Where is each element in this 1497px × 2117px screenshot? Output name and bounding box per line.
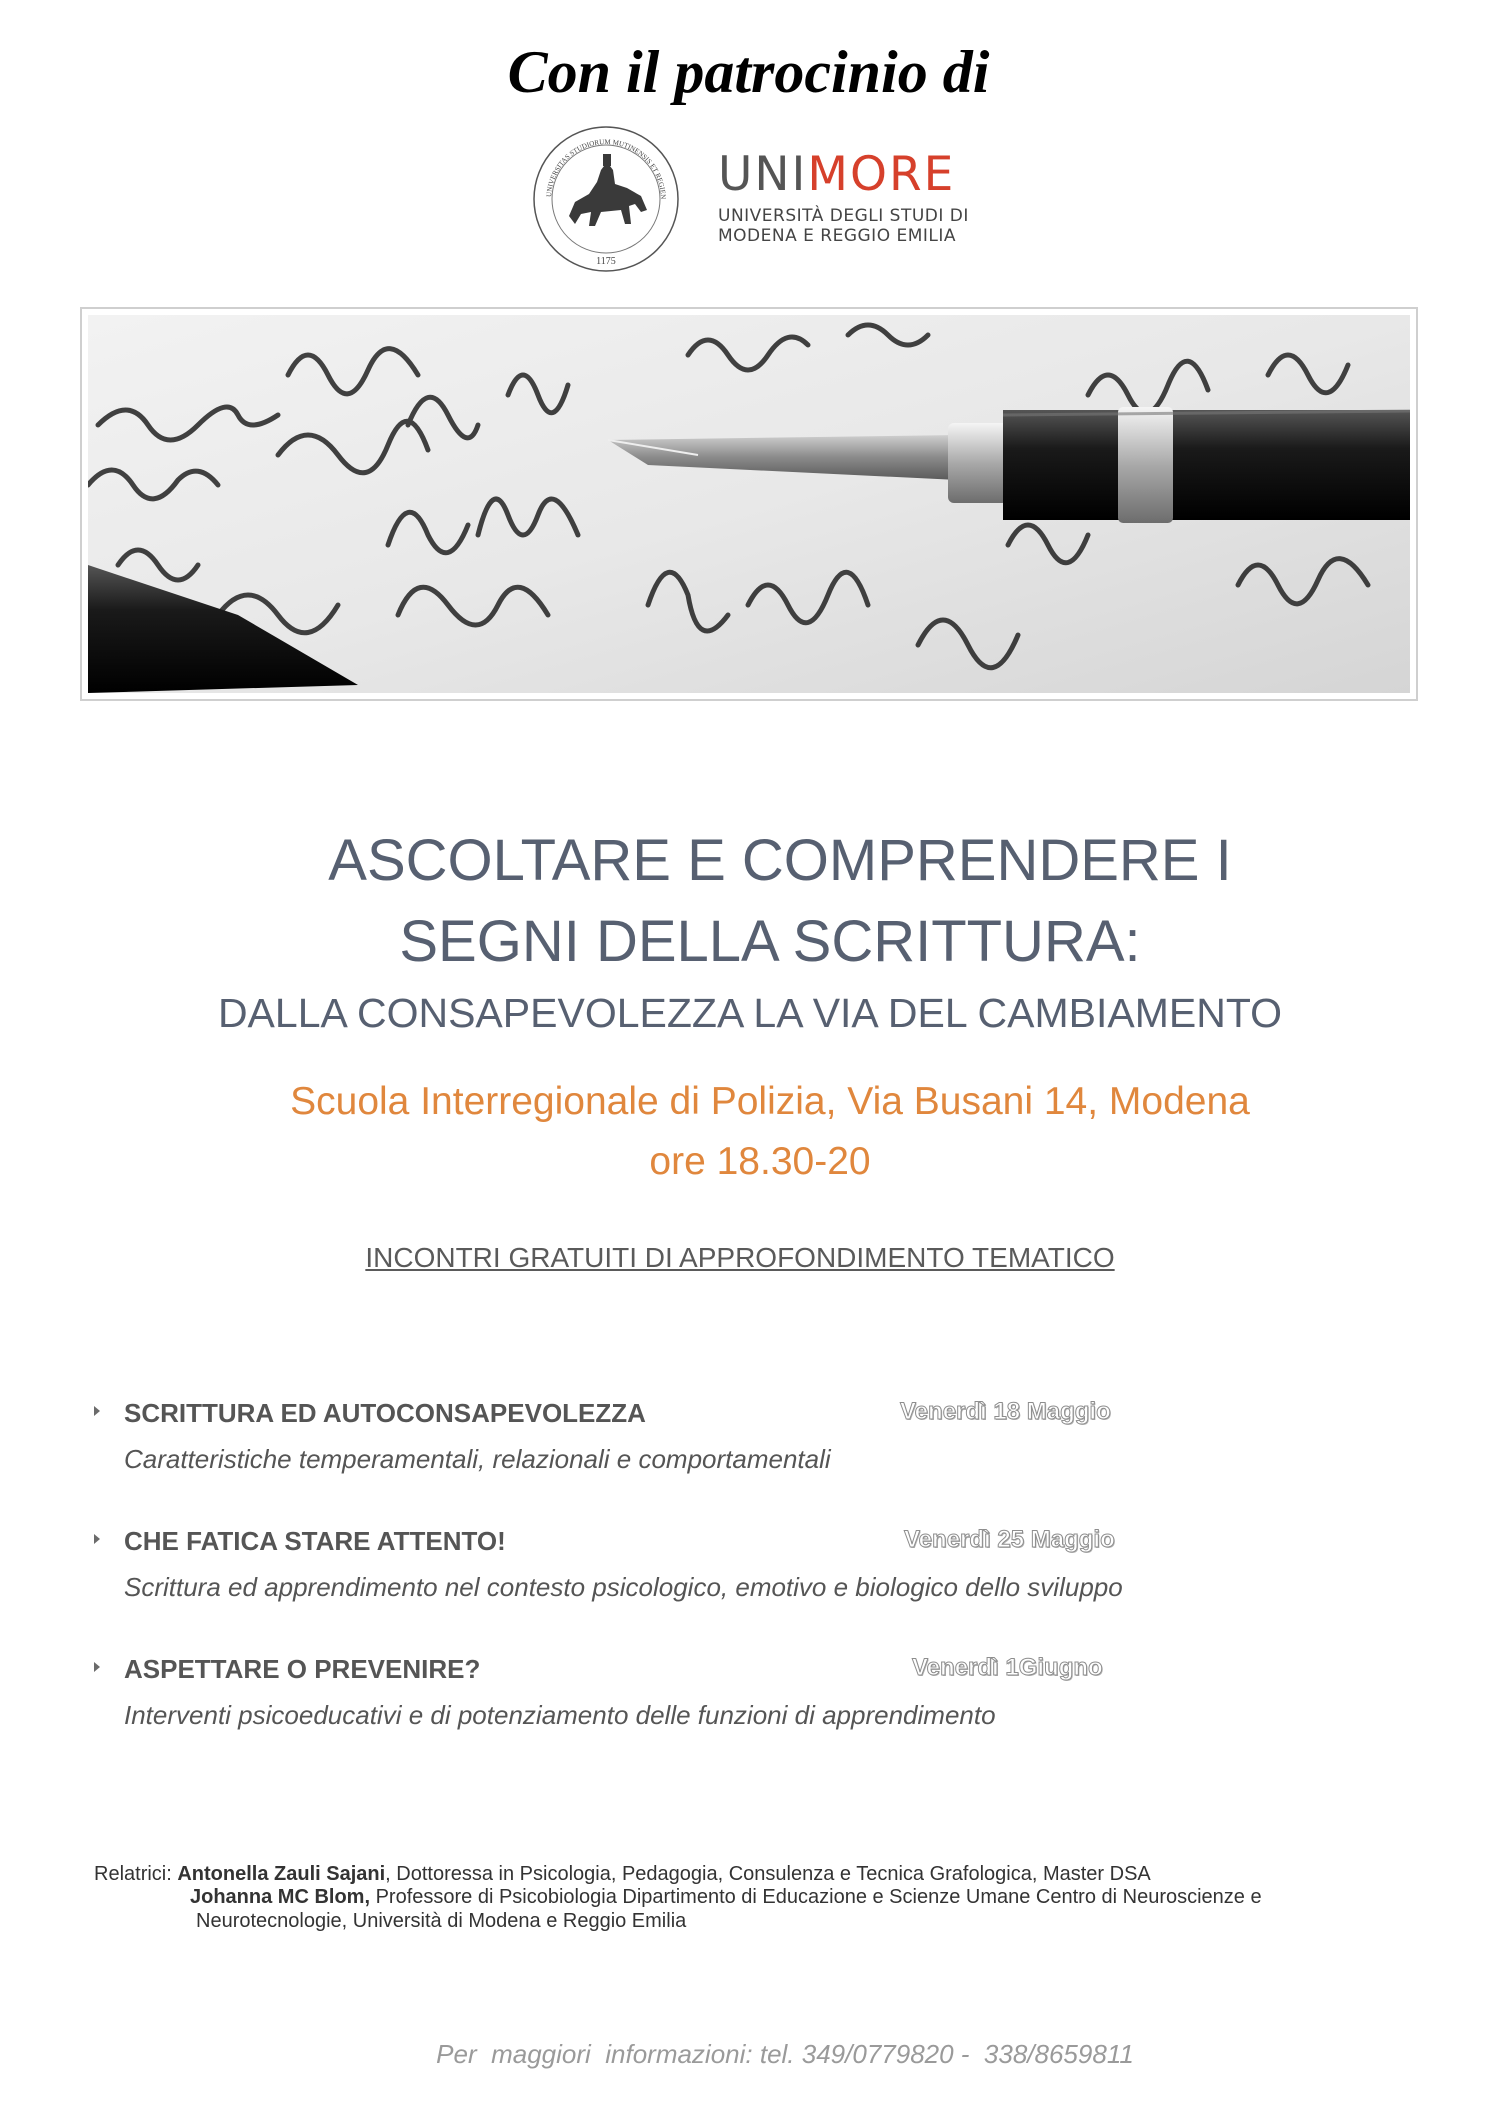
bullet-icon [94,1534,100,1544]
speakers-line3: Neurotecnologie, Università di Modena e Reggio Emilia [196,1910,687,1932]
event-title: CHE FATICA STARE ATTENTO! [124,1526,506,1556]
pen-handwriting-photo [80,307,1418,701]
svg-text:1175: 1175 [596,256,616,267]
main-title-line1: ASCOLTARE E COMPRENDERE I [328,828,1232,893]
section-heading: INCONTRI GRATUITI DI APPROFONDIMENTO TEMATICO [365,1242,1115,1273]
university-seal-icon [531,124,681,274]
event-item [88,1654,1388,1734]
event-date: Venerdì 1Giugno [912,1654,1103,1681]
event-description: Interventi psicoeducativi e di potenziamento delle funzioni di apprendimento [124,1700,996,1730]
event-item [88,1398,1388,1478]
event-hours: ore 18.30-20 [649,1140,871,1183]
speaker2-role: Professore di Psicobiologia Dipartimento di Educazione e Scienze Umane Centro di Neuroscienze e [370,1886,1262,1908]
patronage-heading: Con il patrocinio di [507,39,990,105]
speakers-line1 [94,1862,1151,1886]
logo-subtitle-line2: MODENA E REGGIO EMILIA [718,226,957,246]
svg-text:UNIVERSITAS STUDIORUM MUTINENS: UNIVERSITAS STUDIORUM MUTINENSIS ET REGIEN [544,137,668,200]
contact-info: Per maggiori informazioni: tel. 349/0779820 - 338/8659811 [436,2039,1134,2069]
venue-address: Scuola Interregionale di Polizia, Via Busani 14, Modena [290,1080,1250,1123]
event-date: Venerdì 25 Maggio [904,1526,1115,1553]
speaker1-role: , Dottoressa in Psicologia, Pedagogia, Consulenza e Tecnica Grafologica, Master DSA [385,1863,1151,1885]
speakers-label: Relatrici: [94,1863,172,1885]
unimore-logo [531,124,971,274]
event-title: SCRITTURA ED AUTOCONSAPEVOLEZZA [124,1398,646,1428]
speaker1-name: Antonella Zauli Sajani [177,1863,386,1885]
unimore-wordmark: UNIMORE [718,147,956,202]
event-description: Caratteristiche temperamentali, relazionali e comportamentali [124,1444,831,1474]
bullet-icon [94,1406,100,1416]
main-title-line2: SEGNI DELLA SCRITTURA: [399,909,1141,974]
event-date: Venerdì 18 Maggio [900,1398,1111,1425]
bullet-icon [94,1662,100,1672]
speaker2-name: Johanna MC Blom, [190,1886,371,1908]
event-item [88,1526,1388,1606]
speakers-line2 [190,1886,1262,1909]
event-description: Scrittura ed apprendimento nel contesto psicologico, emotivo e biologico dello sviluppo [124,1572,1123,1602]
event-title: ASPETTARE O PREVENIRE? [124,1654,481,1684]
main-subtitle: DALLA CONSAPEVOLEZZA LA VIA DEL CAMBIAMENTO [217,990,1283,1036]
pen-photo-illustration [88,315,1410,693]
logo-subtitle-line1: UNIVERSITÀ DEGLI STUDI DI [718,206,969,226]
